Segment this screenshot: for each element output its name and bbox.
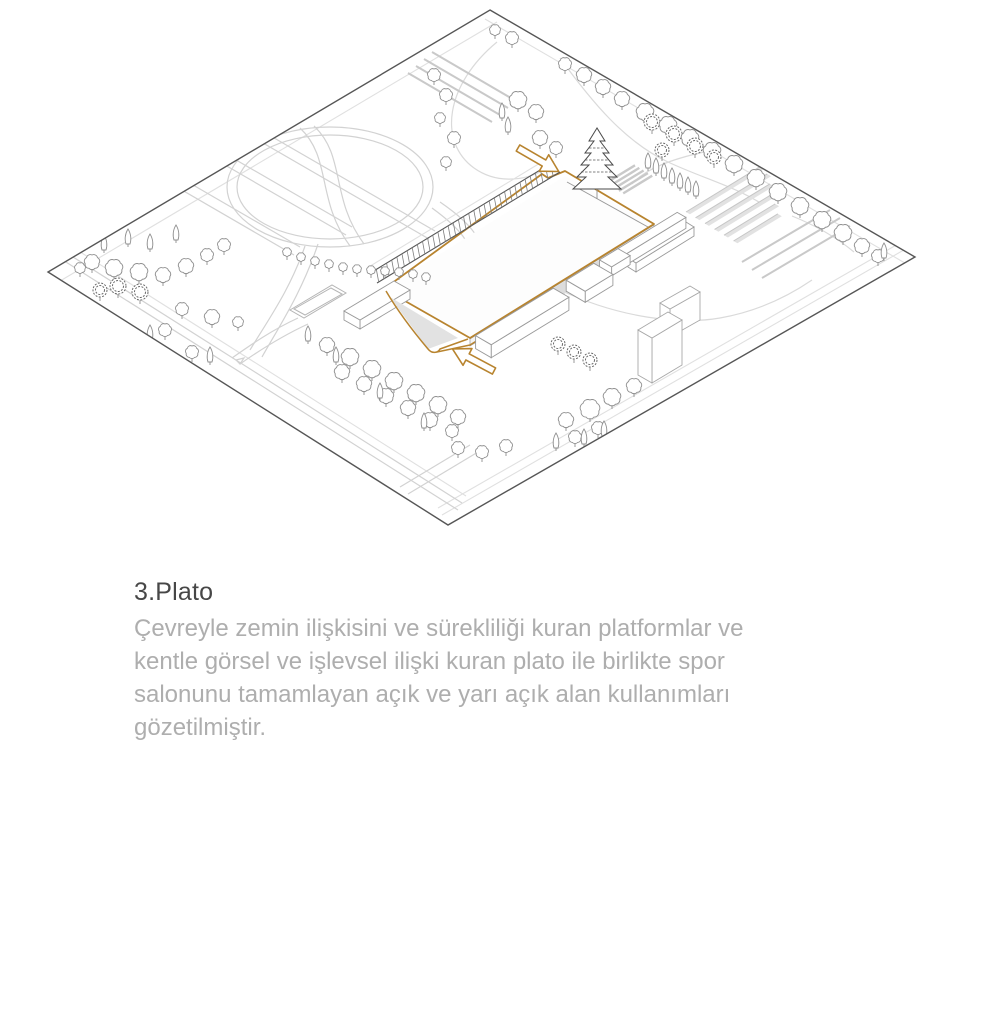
caption-line: salonunu tamamlayan açık ve yarı açık alan kullanımları [134, 681, 731, 708]
cypress-tree-icon [192, 97, 198, 115]
caption-line: kentle görsel ve işlevsel ilişki kuran plato ile birlikte spor [134, 648, 725, 675]
caption-line: gözetilmiştir. [134, 714, 267, 741]
caption-line: Çevreyle zemin ilişkisini ve sürekliliği kuran platformlar ve [134, 615, 744, 642]
caption [134, 577, 824, 744]
caption-heading: 3.Plato [134, 578, 214, 606]
